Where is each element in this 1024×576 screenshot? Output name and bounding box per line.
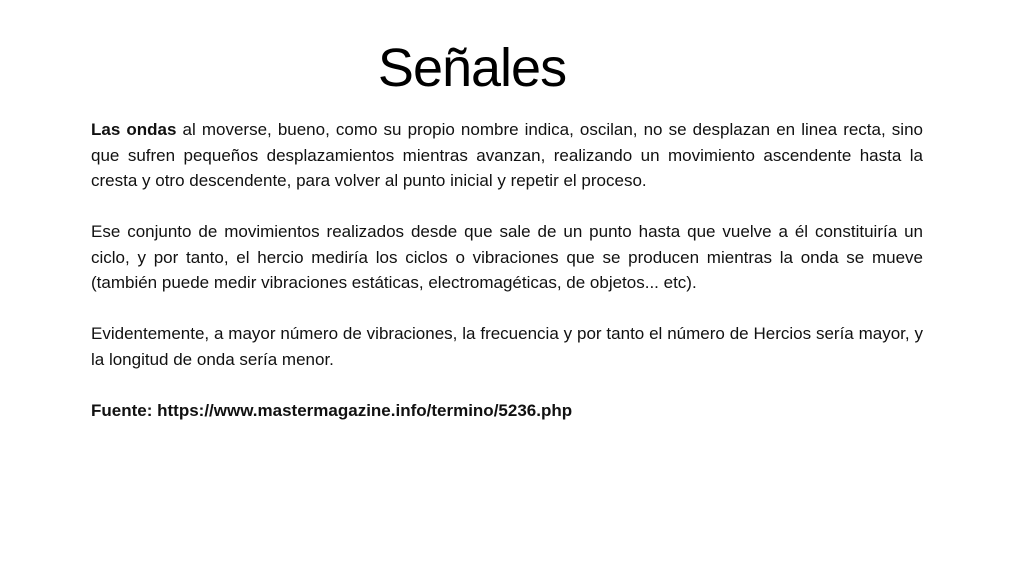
slide-title: Señales bbox=[377, 38, 567, 98]
source-citation: Fuente: https://www.mastermagazine.info/termino/5236.php bbox=[91, 400, 573, 420]
paragraph-ondas-text: al moverse, bueno, como su propio nombre indica, oscilan, no se desplazan en linea recta, sino que sufren pequeños desplazamientos mientras avanzan, realizando un movimiento ascendente hasta la cresta y otro descendente, para volver al punto inicial y repetir el proceso. bbox=[91, 120, 923, 190]
paragraph-vibraciones: Evidentemente, a mayor número de vibraciones, la frecuencia y por tanto el número de Hercios sería mayor, y la longitud de onda sería menor. bbox=[91, 324, 923, 369]
paragraph-ciclo: Ese conjunto de movimientos realizados desde que sale de un punto hasta que vuelve a él constituiría un ciclo, y por tanto, el hercio mediría los ciclos o vibraciones que se producen mientras la onda se mueve (también puede medir vibraciones estáticas, electromagéticas, de objetos... etc). bbox=[91, 222, 923, 292]
paragraph-lead-bold: Las ondas bbox=[91, 120, 177, 139]
paragraph-ondas bbox=[91, 117, 923, 194]
slide-body bbox=[91, 117, 923, 423]
